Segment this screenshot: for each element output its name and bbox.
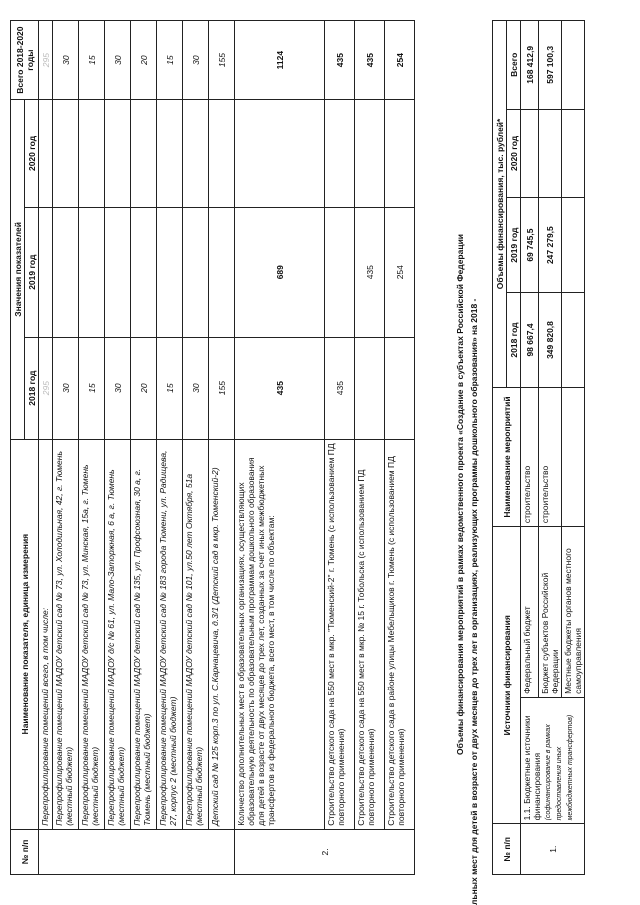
col-sources-header: Источники финансирования [493, 527, 521, 824]
table-row: Бюджет субъектов Российской Федерации строительство 349 820,8 247 279,5 597 100,3 [539, 21, 562, 875]
table-row: Перепрофилирование помещений всего, в том числе: 295 295 [39, 21, 53, 875]
col-event-header: Наименование мероприятий [493, 387, 521, 526]
row-number: 1. [521, 824, 585, 875]
col-num-header: № п/п [493, 824, 521, 875]
table-row: Перепрофилирование помещений МАДОУ детский сад № 183 города Тюмени, ул. Радищева, 27, корпус 2 (местный бюджет) 15 15 [157, 21, 183, 875]
row-name: Количество дополнительных мест в образовательных организациях, осуществляющих образовательную деятельность по образовательным программам дошкольного образования для детей в возрасте от двух месяцев до трех лет, созданных за счет иных межбюджетных трансфертов из федерального бюджета, всего мест, в том числе по объектам: [235, 439, 325, 829]
section-title-line-2: льных мест для детей в возрасте от двух месяцев до трех лет в организациях, реализующих программы дошкольного образования» на 2018 - [469, 298, 479, 905]
table-row: Детский сад № 125 корп.3 по ул. С.Карнацевича, д.3/1 (Детский сад в мкр. Тюменский-2) 155 155 [209, 21, 235, 875]
col-total-header: Всего 2018-2020 годы [11, 21, 39, 100]
table-row: Перепрофилирование помещений МАДОУ детский сад № 73, ул. Минская, 15а, г. Тюмень (местный бюджет) 15 15 [79, 21, 105, 875]
table-row: Перепрофилирование помещений МАДОУ детский сад № 73, ул. Холодильная, 42, г. Тюмень (местный бюджет) 30 30 [53, 21, 79, 875]
col-2018-header: 2018 год [25, 337, 39, 439]
section-title-line-1: Объемы финансирования мероприятий в рамках ведомственного проекта «Создание в субъектах Российской Федерации [455, 233, 465, 755]
financing-table [492, 20, 585, 875]
col-num-header: № п/п [11, 829, 39, 874]
col-values-header: Значения показателей [11, 100, 25, 439]
col-2020-header: 2020 год [25, 100, 39, 207]
col-2020-header: 2020 год [507, 109, 521, 198]
table-row: Строительство детского сада на 550 мест в мкр. № 15 г. Тобольска (с использованием ПД повторного применения) 435 435 [355, 21, 385, 875]
table-row: 2. Количество дополнительных мест в образовательных организациях, осуществляющих образовательную деятельность по образовательным программам дошкольного образования для детей в возрасте от двух месяцев до трех лет, созданных за счет иных межбюджетных трансфертов из федерального бюджета, всего мест, в том числе по объектам: 435 689 1124 [235, 21, 325, 875]
col-name-header: Наименование показателя, единица измерения [11, 439, 39, 829]
group-note: (софинансирование в рамках предоставления иных межбюджетных трансфертов) [545, 714, 574, 821]
table-row: Строительство детского сада на 550 мест в мкр. "Тюменский-2" г. Тюмень (с использованием ПД повторного применения) 435 435 [325, 21, 355, 875]
table-row: 1. 1.1. Бюджетные источники финансирования (софинансирование в рамках предоставления иных межбюджетных трансфертов) Федеральный бюджет строительство 98 667,4 69 745,5 168 412,9 [521, 21, 539, 875]
table-row: Перепрофилирование помещений МАДОУ детский сад № 135, ул. Профсоюзная, 30 а, г. Тюмень (местный бюджет) 20 20 [131, 21, 157, 875]
table-row: Строительство детского сада в районе улицы Мебельщиков г. Тюмень (с использованием ПД повторного применения) 254 254 [385, 21, 415, 875]
indicators-table [10, 20, 415, 875]
col-2019-header: 2019 год [25, 207, 39, 337]
table-row: Перепрофилирование помещений МАДОУ д/с № 61, ул. Мало-Заторжная, 6 а, г. Тюмень (местный бюджет) 30 30 [105, 21, 131, 875]
col-total-header: Всего [507, 21, 521, 110]
table-row: Местные бюджеты органов местного самоуправления [562, 21, 585, 875]
group-label: 1.1. Бюджетные источники финансирования (софинансирование в рамках предоставления иных межбюджетных трансфертов) [521, 697, 585, 824]
col-volumes-header: Объемы финансирования, тыс. рублей* [493, 21, 507, 388]
col-2019-header: 2019 год [507, 198, 521, 293]
row-name: Перепрофилирование помещений всего, в том числе: [39, 439, 53, 829]
table-row: Перепрофилирование помещений МАДОУ детский сад № 101, ул.50 лет Октября, 51а (местный бюджет) 30 30 [183, 21, 209, 875]
col-2018-header: 2018 год [507, 293, 521, 388]
row-number: 2. [235, 829, 415, 874]
